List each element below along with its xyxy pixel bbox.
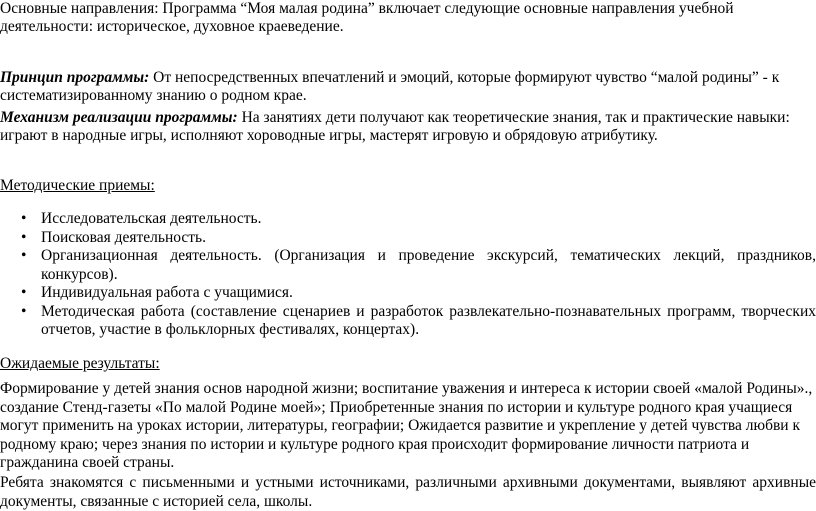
principle-paragraph [0, 69, 800, 105]
list-item [0, 303, 816, 340]
list-item-text: Методическая работа (составление сценариев и разработок развлекательно-познавательных программ, творческих отчетов, участие в фольклорных фестивалях, концертах). [41, 302, 816, 338]
principle-label: Принцип программы: [0, 69, 150, 86]
bullet-icon: • [21, 210, 27, 227]
principle-text: От непосредственных впечатлений и эмоций, которые формируют чувство “малой родины” - к систематизированному знанию о родном крае. [0, 69, 780, 104]
mechanism-label: Механизм реализации программы: [0, 109, 238, 126]
bullet-icon: • [21, 284, 27, 301]
methods-heading: Методические приемы: [0, 177, 155, 194]
mechanism-text: На занятиях дети получают как теоретические знания, так и практические навыки: играют в народные игры, исполняют хороводные игры, мастерят игровую и обрядовую атрибутику. [0, 109, 790, 144]
list-item [0, 210, 816, 229]
methods-list [0, 210, 816, 340]
results-paragraph: Формирование у детей знания основ народной жизни; воспитание уважения и интереса к истории своей «малой Родины»., создание Стенд-газеты «По малой Родине моей»; Приобретенные знания по истории и культуре родного края учащиеся могут применить на уроках истории, литературы, географии; Ожидается развитие и укрепление у детей чувства любви к родному краю; через знания по истории и культуре родного края происходит формирование личности патриота и гражданина своей страны. [0, 380, 813, 471]
list-item-text: Организационная деятельность. (Организация и проведение экскурсий, тематических лекций, праздников, конкурсов). [41, 247, 816, 283]
bullet-icon: • [21, 228, 27, 246]
results-heading: Ожидаемые результаты: [0, 355, 160, 372]
list-item-text: Поисковая деятельность. [41, 228, 206, 246]
bullet-icon: • [21, 302, 27, 320]
list-item [0, 247, 816, 284]
mechanism-paragraph [0, 109, 800, 145]
list-item-text: Исследовательская деятельность. [41, 210, 262, 227]
list-item [0, 284, 816, 303]
intro-paragraph: Основные направления: Программа “Моя малая родина” включает следующие основные направления учебной деятельности: историческое, духовное краеведение. [0, 0, 734, 35]
list-item-text: Индивидуальная работа с учащимися. [41, 284, 293, 301]
bullet-icon: • [21, 247, 27, 264]
final-paragraph: Ребята знакомятся с письменными и устными источниками, различными архивными документами, выявляют архивные документы, связанные с историей села, школы. [0, 474, 816, 510]
list-item [0, 229, 816, 248]
